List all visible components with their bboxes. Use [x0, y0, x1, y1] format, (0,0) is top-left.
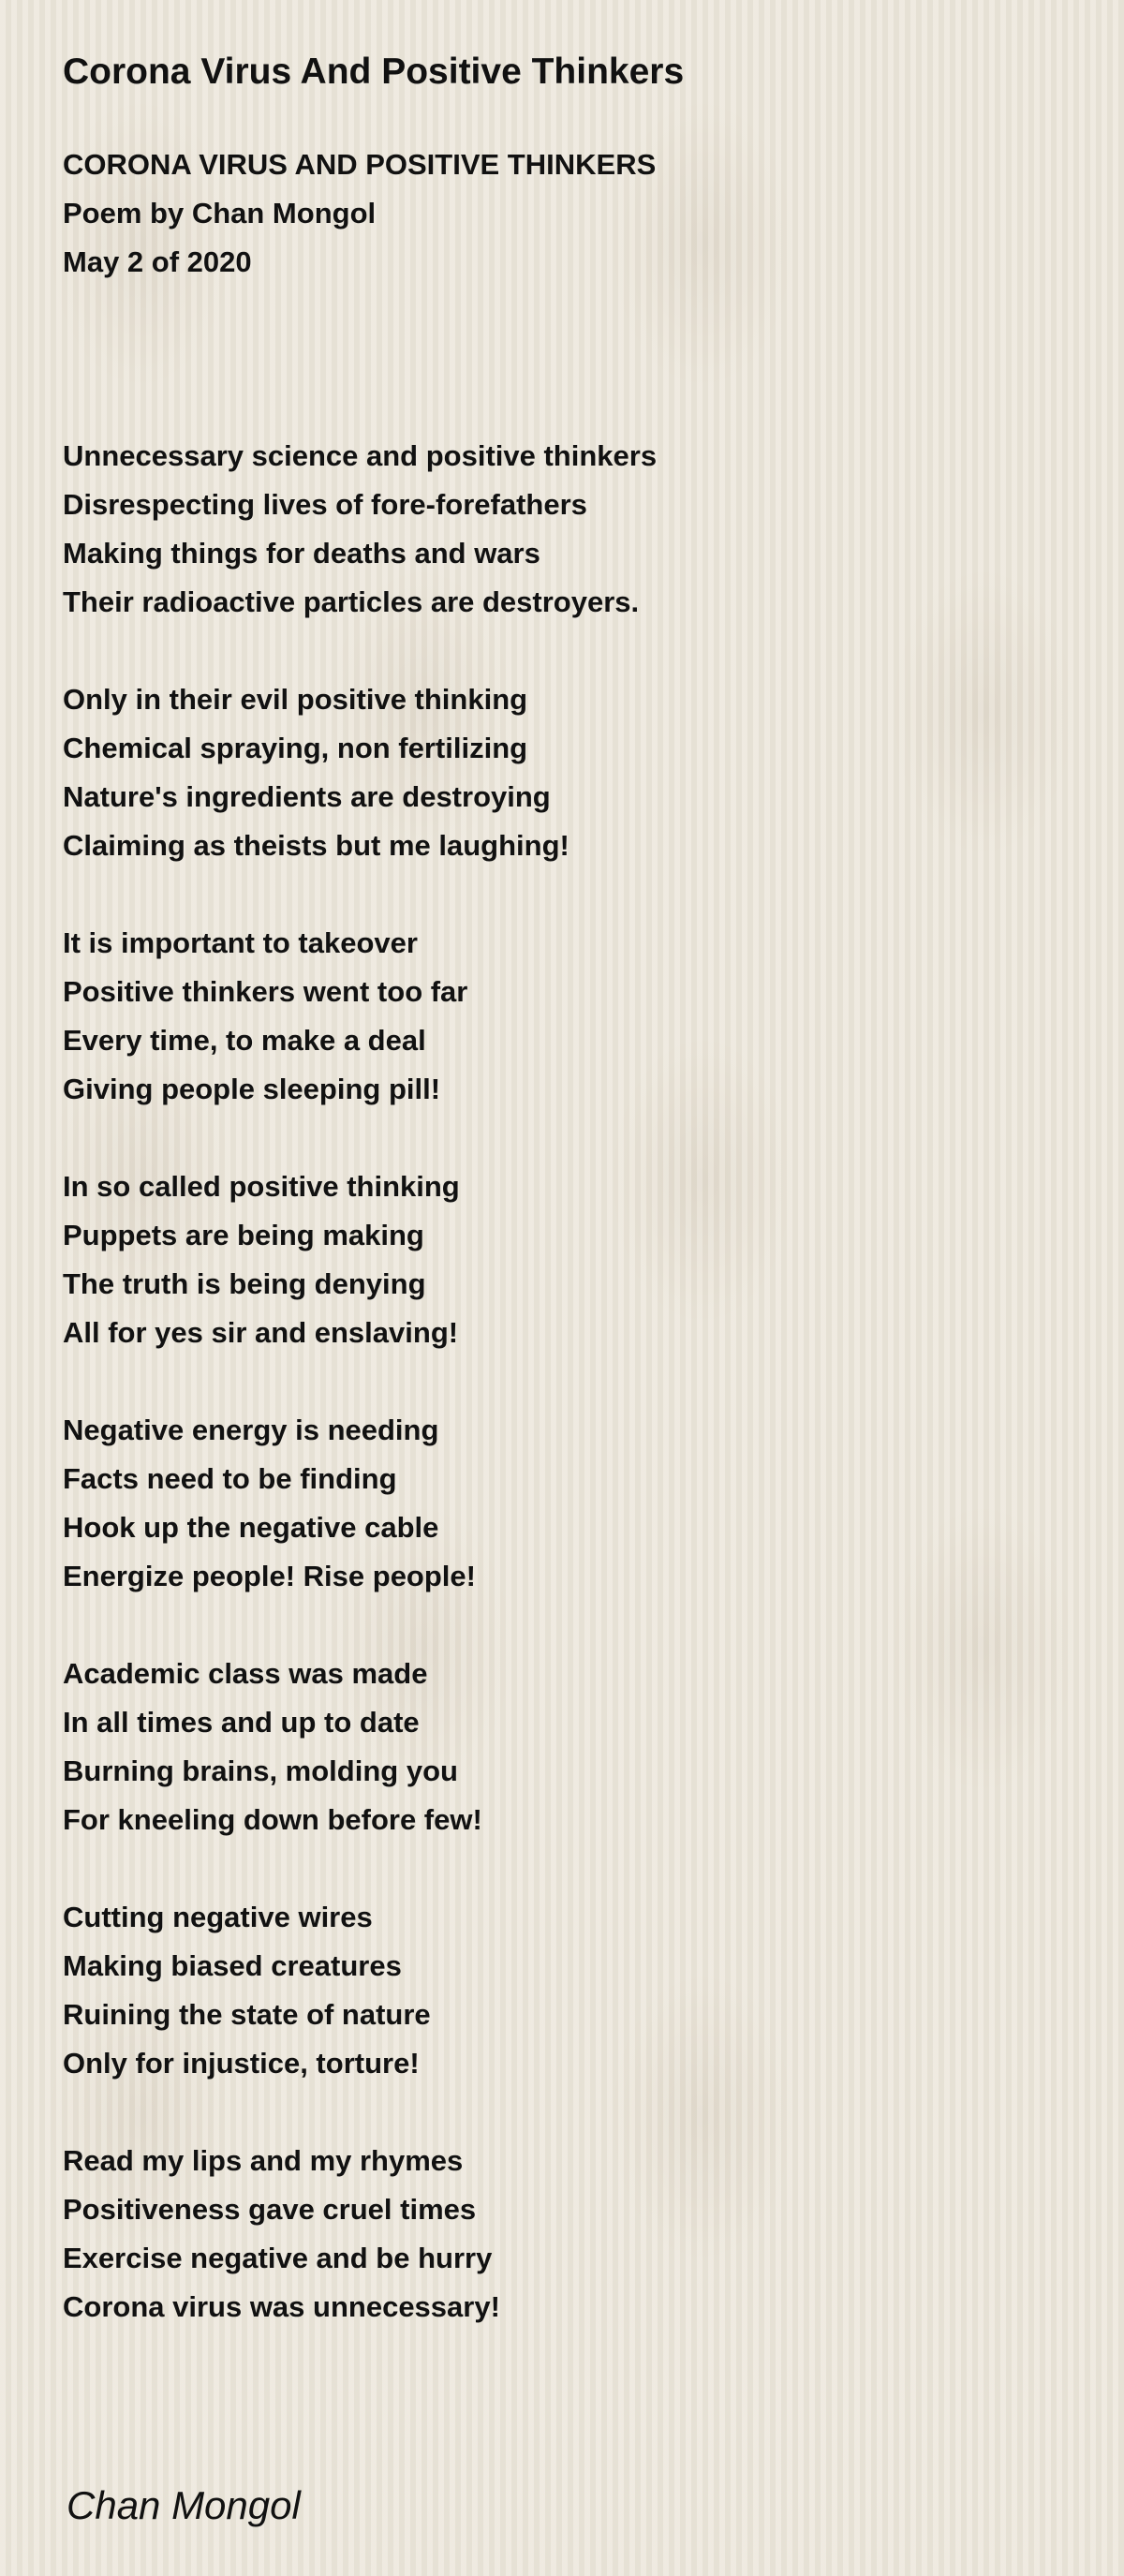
poem-line: Chemical spraying, non fertilizing	[63, 732, 528, 764]
poem-line: Positive thinkers went too far	[63, 975, 468, 1008]
poem-line: Cutting negative wires	[63, 1901, 373, 1933]
poem-line: Read my lips and my rhymes	[63, 2144, 464, 2177]
poem-line: Claiming as theists but me laughing!	[63, 829, 569, 862]
poem-line: Making biased creatures	[63, 1949, 402, 1982]
stanza	[63, 919, 657, 1114]
poem-line: Only for injustice, torture!	[63, 2047, 420, 2080]
poem-line: Puppets are being making	[63, 1219, 424, 1251]
poem-line: Their radioactive particles are destroyers.	[63, 585, 640, 618]
poem-line: In all times and up to date	[63, 1706, 420, 1739]
poem-line: Giving people sleeping pill!	[63, 1073, 441, 1105]
poem-line: Exercise negative and be hurry	[63, 2242, 493, 2274]
stanza	[63, 1650, 657, 1844]
poem-line: For kneeling down before few!	[63, 1803, 482, 1836]
poem-line: Making things for deaths and wars	[63, 537, 540, 570]
poem-line: Burning brains, molding you	[63, 1754, 458, 1787]
stanza	[63, 1162, 657, 1357]
poem-line: Every time, to make a deal	[63, 1024, 426, 1057]
stanza	[63, 1893, 657, 2088]
poem-line: Negative energy is needing	[63, 1414, 439, 1446]
poem-line: Corona virus was unnecessary!	[63, 2290, 500, 2323]
page-title: Corona Virus And Positive Thinkers	[63, 52, 685, 92]
poem-line: Unnecessary science and positive thinkers	[63, 439, 658, 472]
poem-date: May 2 of 2020	[63, 245, 252, 278]
poem-line: Only in their evil positive thinking	[63, 683, 528, 716]
poem-body	[63, 432, 657, 2380]
poem-line: In so called positive thinking	[63, 1170, 460, 1203]
poem-line: Facts need to be finding	[63, 1462, 397, 1495]
stanza	[63, 675, 657, 870]
poem-header	[63, 141, 656, 287]
stanza	[63, 432, 657, 627]
poem-heading: CORONA VIRUS AND POSITIVE THINKERS	[63, 148, 657, 181]
stanza	[63, 1406, 657, 1601]
poem-line: Energize people! Rise people!	[63, 1560, 476, 1592]
poem-line: Disrespecting lives of fore-forefathers	[63, 488, 587, 521]
poem-line: All for yes sir and enslaving!	[63, 1316, 459, 1349]
poem-line: Nature's ingredients are destroying	[63, 780, 551, 813]
stanza	[63, 2137, 657, 2332]
poem-line: The truth is being denying	[63, 1267, 426, 1300]
poem-line: Hook up the negative cable	[63, 1511, 439, 1544]
poem-line: Positiveness gave cruel times	[63, 2193, 477, 2226]
poem-line: Ruining the state of nature	[63, 1998, 431, 2031]
poem-line: Academic class was made	[63, 1657, 428, 1690]
poem-line: It is important to takeover	[63, 926, 418, 959]
author-signature: Chan Mongol	[67, 2483, 301, 2527]
poem-byline: Poem by Chan Mongol	[63, 197, 377, 229]
